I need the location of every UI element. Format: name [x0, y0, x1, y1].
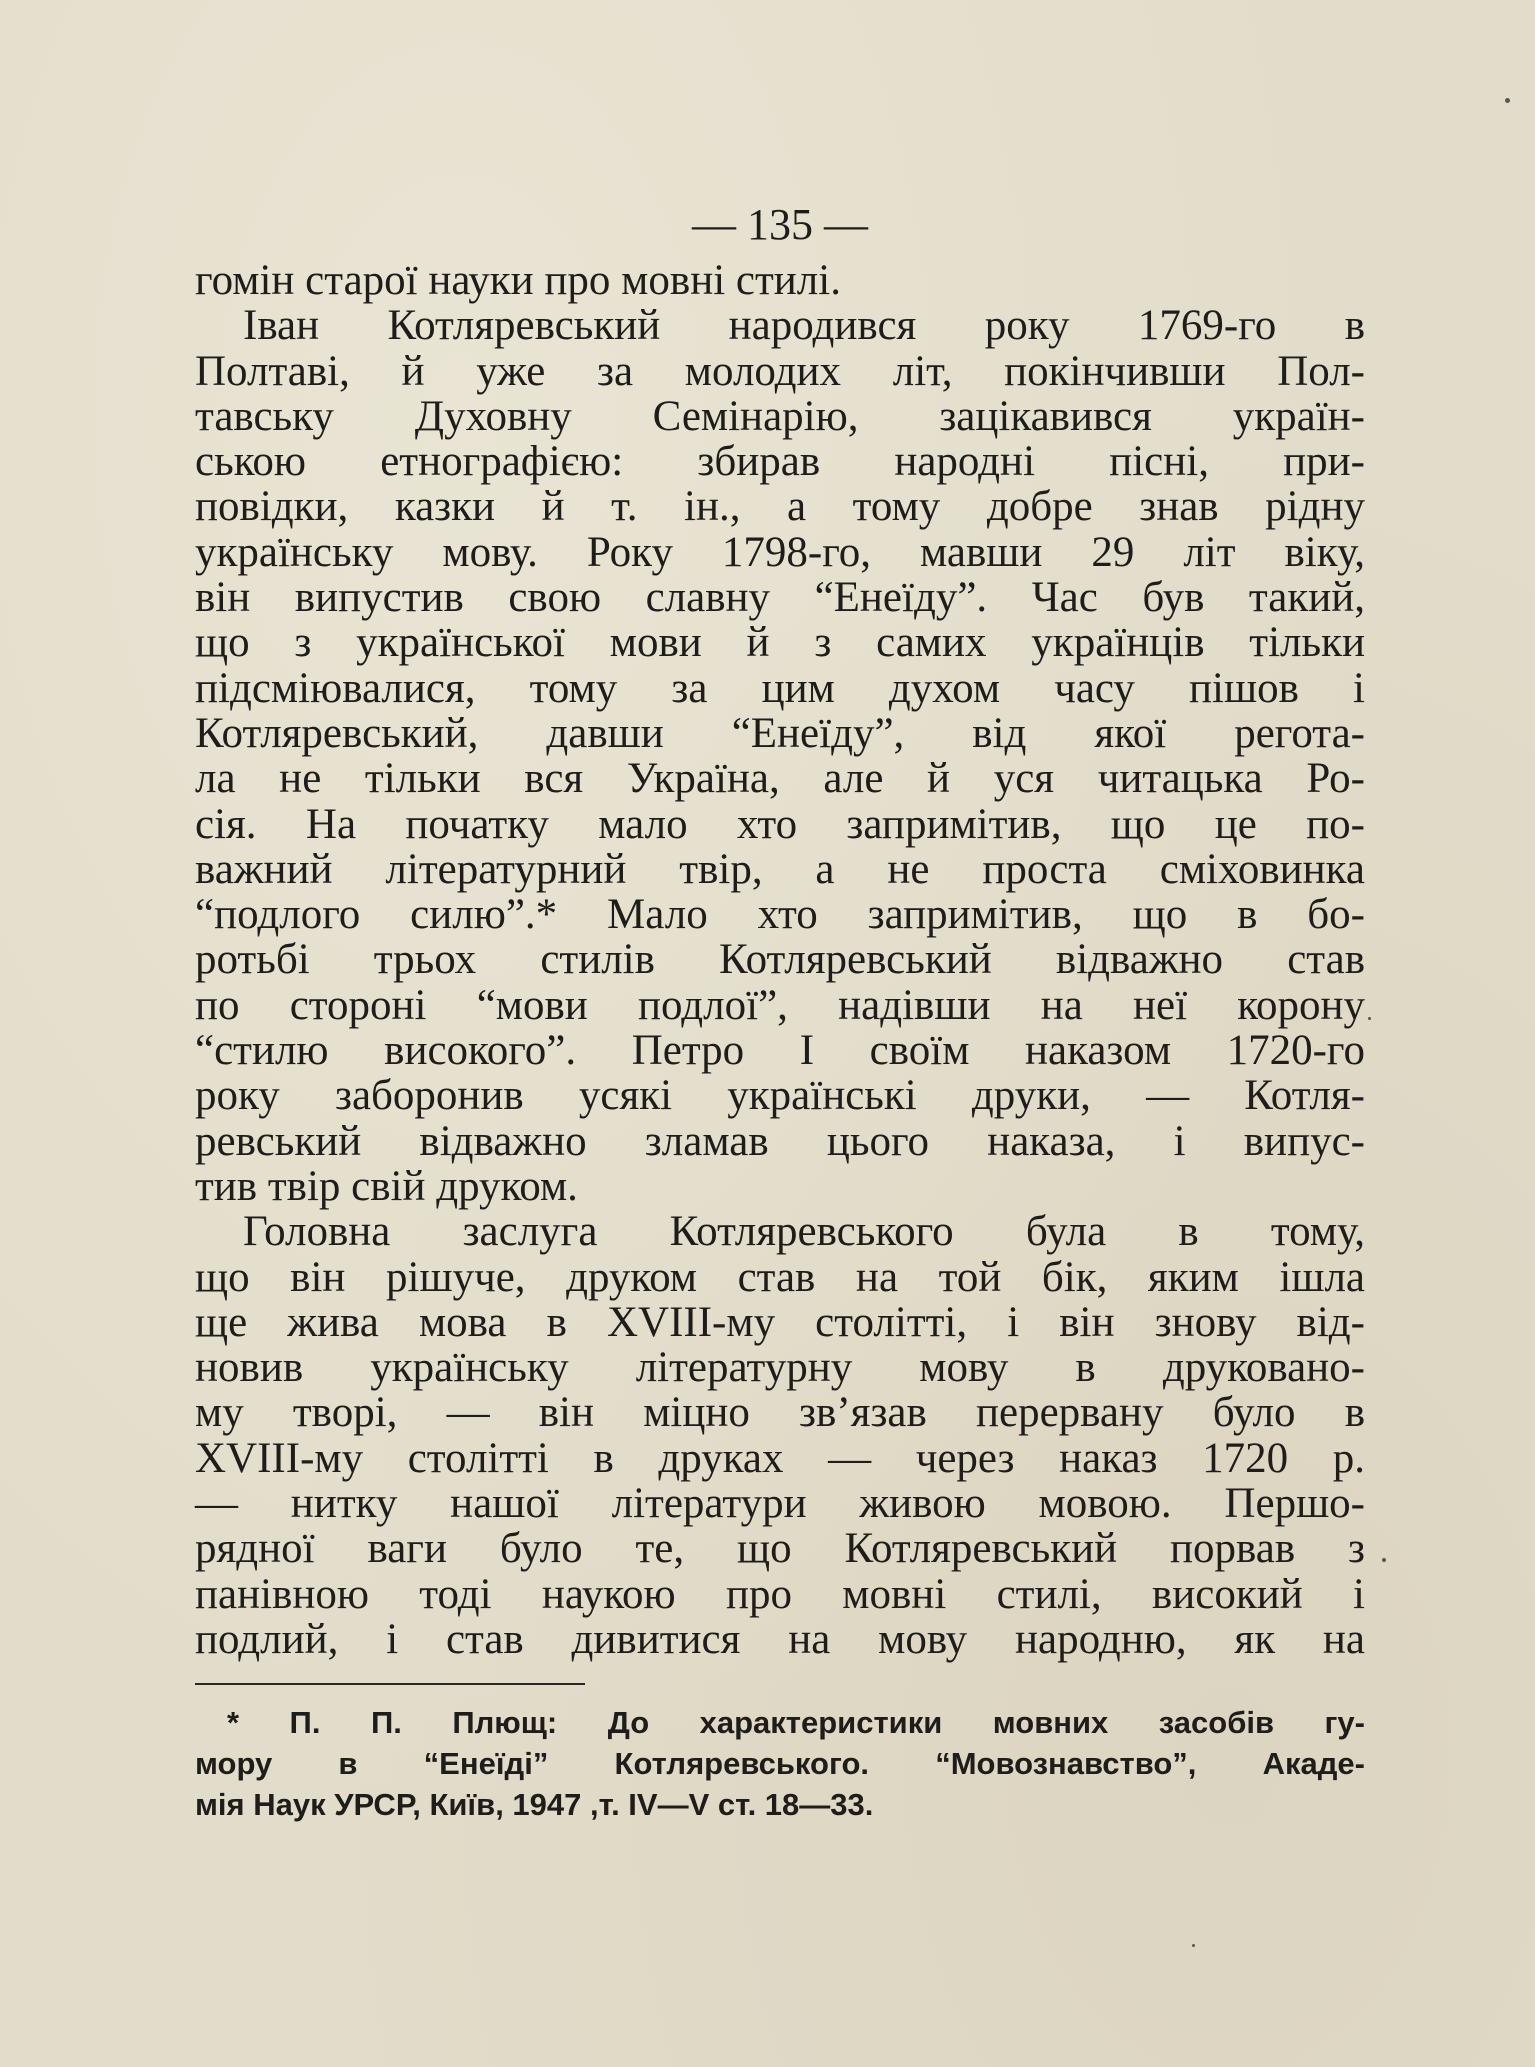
- text-line: що з української мови й з самих українців тільки: [195, 619, 1365, 667]
- text-line: XVIII-му столітті в друках — через наказ 1720 р.: [195, 1434, 1365, 1482]
- text-line: тив твір свій друком.: [195, 1162, 578, 1210]
- text-line: новив українську літературну мову в друковано-: [195, 1344, 1365, 1392]
- text-line: гомін старої науки про мовні стилі.: [195, 257, 841, 304]
- text-line: рядної ваги було те, що Котляревський порвав з: [195, 1525, 1365, 1573]
- text-line: повідки, казки й т. ін., а тому добре знав рідну: [195, 483, 1365, 531]
- text-line: панівною тоді наукою про мовні стилі, високий і: [195, 1570, 1365, 1618]
- text-line: Головна заслуга Котляревського була в тому,: [243, 1208, 1365, 1256]
- text-line: ською етнографією: збирав народні пісні, при-: [195, 438, 1365, 486]
- text-line: ротьбі трьох стилів Котляревський відважно став: [195, 936, 1365, 984]
- footnote-divider: [195, 1683, 585, 1685]
- text-line: “стилю високого”. Петро І своїм наказом 1720-го: [195, 1027, 1365, 1075]
- paper-speck: [1505, 98, 1510, 103]
- text-line: “подлого силю”.* Мало хто запримітив, що в бо-: [195, 891, 1365, 939]
- text-line: — нитку нашої літератури живою мовою. Першо-: [195, 1480, 1365, 1528]
- text-line: важний літературний твір, а не проста сміховинка: [195, 845, 1365, 893]
- text-line: що він рішуче, друком став на той бік, яким ішла: [195, 1253, 1365, 1301]
- text-line: року заборонив усякі українські друки, — Котля-: [195, 1072, 1365, 1120]
- body-text: [195, 258, 1365, 1662]
- text-line: ла не тільки вся Україна, але й уся читацька Ро-: [195, 755, 1365, 803]
- text-line: ще жива мова в XVIII-му столітті, і він знову від-: [195, 1298, 1365, 1346]
- text-line: ревський відважно зламав цього наказа, і випус-: [195, 1117, 1365, 1165]
- text-line: сія. На початку мало хто запримітив, що це по-: [195, 800, 1365, 848]
- text-line: подлий, і став дивитися на мову народню, як на: [195, 1615, 1365, 1663]
- text-line: Котляревський, давши “Енеїду”, від якої регота-: [195, 709, 1365, 757]
- paper-speck: [1368, 1017, 1371, 1020]
- text-line: українську мову. Року 1798-го, мавши 29 літ віку,: [195, 528, 1365, 576]
- text-line: Іван Котляревський народився року 1769-го в: [243, 302, 1365, 350]
- text-line: по стороні “мови подлої”, надівши на неї корону: [195, 981, 1365, 1029]
- paper-speck: [1382, 1558, 1386, 1562]
- text-line: му творі, — він міцно зв’язав перервану було в: [195, 1389, 1365, 1437]
- footnote-line: мору в “Енеїді” Котляревського. “Мовознавство”, Акаде-: [195, 1746, 1365, 1781]
- footnote-line: мія Наук УРСР, Київ, 1947 ,т. IV—V ст. 18—33.: [195, 1787, 874, 1822]
- page-number: — 135 —: [692, 200, 868, 249]
- paper-speck: [1192, 1944, 1195, 1947]
- text-line: тавську Духовну Семінарію, зацікавився україн-: [195, 392, 1365, 440]
- footnote: [195, 1702, 1365, 1825]
- text-line: Полтаві, й уже за молодих літ, покінчивши Пол-: [195, 347, 1365, 395]
- footnote-line: * П. П. Плющ: До характеристики мовних засобів гу-: [227, 1705, 1365, 1740]
- text-line: він випустив свою славну “Енеїду”. Час був такий,: [195, 574, 1365, 622]
- text-line: підсміювалися, тому за цим духом часу пішов і: [195, 664, 1365, 712]
